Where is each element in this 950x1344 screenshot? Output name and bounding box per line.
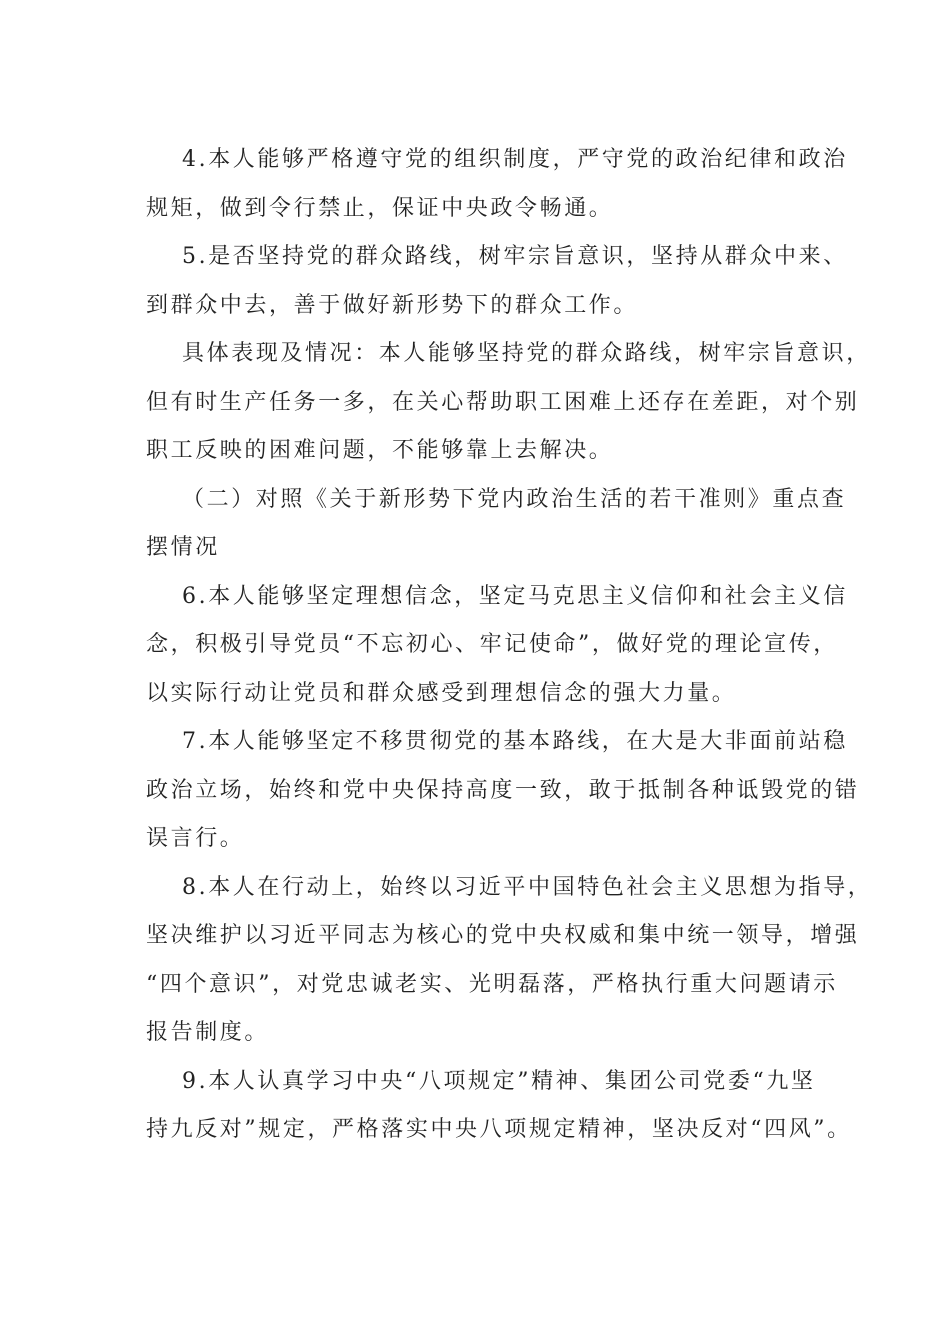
paragraph-line: 6.本人能够坚定理想信念，坚定马克思主义信仰和社会主义信	[182, 583, 848, 609]
paragraph-line: 政治立场，始终和党中央保持高度一致，敢于抵制各种诋毁党的错	[146, 777, 860, 803]
paragraph-line: 坚决维护以习近平同志为核心的党中央权威和集中统一领导，增强	[146, 923, 860, 948]
paragraph-item-7	[146, 718, 860, 864]
paragraph-line: 到群众中去，善于做好新形势下的群众工作。	[146, 292, 639, 318]
paragraph-line: 持九反对”规定，严格落实中央八项规定精神，坚决反对“四风”。	[146, 1117, 852, 1142]
paragraph-item-9	[146, 1058, 852, 1155]
paragraph-line: 8.本人在行动上，始终以习近平中国特色社会主义思想为指导，	[182, 874, 873, 900]
paragraph-line: 职工反映的困难问题，不能够靠上去解决。	[146, 438, 614, 463]
section-heading-2	[146, 476, 847, 573]
paragraph-line: 具体表现及情况：本人能够坚持党的群众路线，树牢宗旨意识，	[182, 341, 871, 366]
paragraph-line: 4.本人能够严格遵守党的组织制度，严守党的政治纪律和政治	[182, 147, 848, 172]
paragraph-item-8	[146, 864, 873, 1058]
paragraph-line: 误言行。	[146, 826, 245, 851]
paragraph-line: “四个意识”，对党忠诚老实、光明磊落，严格执行重大问题请示	[146, 971, 838, 997]
paragraph-item-5-detail	[146, 330, 871, 476]
paragraph-line: 念，积极引导党员“不忘初心、牢记使命”，做好党的理论宣传，	[146, 632, 838, 657]
paragraph-item-5	[146, 233, 848, 330]
document-body	[146, 136, 873, 1155]
paragraph-line: 但有时生产任务一多，在关心帮助职工困难上还存在差距，对个别	[146, 389, 860, 415]
paragraph-line: 报告制度。	[146, 1020, 270, 1045]
paragraph-line: 9.本人认真学习中央“八项规定”精神、集团公司党委“九坚	[182, 1068, 816, 1094]
paragraph-line: 摆情况	[146, 535, 220, 560]
paragraph-item-4	[146, 136, 848, 233]
paragraph-line: 7.本人能够坚定不移贯彻党的基本路线，在大是大非面前站稳	[182, 729, 848, 754]
paragraph-line: 规矩，做到令行禁止，保证中央政令畅通。	[146, 195, 614, 221]
paragraph-line: 5.是否坚持党的群众路线，树牢宗旨意识，坚持从群众中来、	[182, 244, 848, 269]
paragraph-line: （二）对照《关于新形势下党内政治生活的若干准则》重点查	[182, 486, 847, 512]
paragraph-item-6	[146, 573, 848, 719]
paragraph-line: 以实际行动让党员和群众感受到理想信念的强大力量。	[146, 680, 737, 706]
